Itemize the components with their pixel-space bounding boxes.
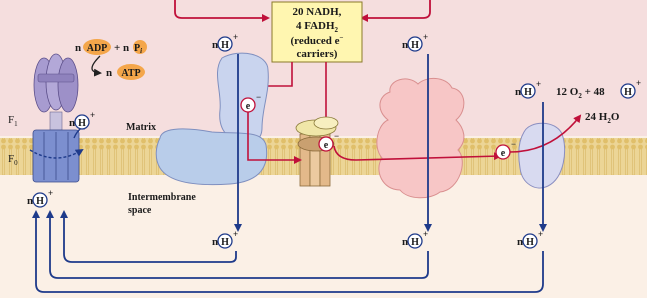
adp-badge: ADP	[86, 43, 108, 54]
proton-count: n	[402, 236, 409, 248]
proton-symbol: H	[411, 237, 419, 248]
nadh-line4: carriers)	[296, 48, 338, 60]
svg-text:H: H	[624, 87, 632, 98]
atp-badge: ATP	[121, 68, 141, 79]
proton-charge: +	[48, 188, 54, 198]
proton-symbol: H	[36, 196, 44, 207]
proton-symbol: H	[524, 87, 532, 98]
proton-count: n	[69, 117, 76, 129]
svg-text:e: e	[245, 101, 251, 112]
oxygen-reactant: 12 $O_2 + 48$	[556, 86, 605, 100]
nadh-line1: 20 NADH,	[292, 6, 342, 18]
proton-symbol: H	[78, 118, 86, 129]
svg-text:n: n	[75, 42, 82, 54]
proton-charge: +	[538, 229, 544, 239]
proton-charge: +	[233, 229, 239, 239]
proton-symbol: H	[411, 40, 419, 51]
proton-charge: +	[423, 229, 429, 239]
proton-symbol: H	[221, 40, 229, 51]
svg-text:−: −	[256, 92, 262, 102]
proton-count: n	[515, 86, 522, 98]
proton-count: n	[402, 39, 409, 51]
proton-charge: +	[536, 79, 542, 89]
proton-count: n	[212, 39, 219, 51]
proton-charge: +	[233, 32, 239, 42]
proton-symbol: H	[221, 237, 229, 248]
proton-charge: +	[423, 32, 429, 42]
complex-iv	[377, 78, 464, 197]
svg-text:−: −	[511, 139, 517, 149]
water-product: 24 $H_2O$	[585, 111, 620, 125]
proton-charge: +	[90, 110, 96, 120]
nadh-line3: (reduced e−	[290, 34, 344, 47]
svg-text:n: n	[106, 67, 113, 79]
atp-label	[106, 64, 145, 80]
nadh-line2: 4 $FADH_2$	[295, 20, 339, 34]
pi-badge: $P_i$	[133, 43, 143, 55]
f0-label: $F_0$	[8, 153, 18, 167]
svg-text:−: −	[334, 131, 340, 141]
intermembrane-label-line2: space	[128, 205, 152, 216]
matrix-label: Matrix	[126, 122, 156, 133]
svg-text:+ n: + n	[114, 42, 130, 54]
svg-text:e: e	[323, 140, 329, 151]
f1-label: $F_1$	[8, 114, 18, 128]
intermembrane-region	[0, 178, 647, 298]
svg-text:e: e	[500, 148, 506, 159]
nadh-box	[272, 2, 362, 62]
svg-text:+: +	[636, 78, 642, 88]
proton-count: n	[27, 195, 34, 207]
proton-count: n	[517, 236, 524, 248]
proton-count: n	[212, 236, 219, 248]
intermembrane-label-line1: Intermembrane	[128, 192, 196, 203]
proton-symbol: H	[526, 237, 534, 248]
